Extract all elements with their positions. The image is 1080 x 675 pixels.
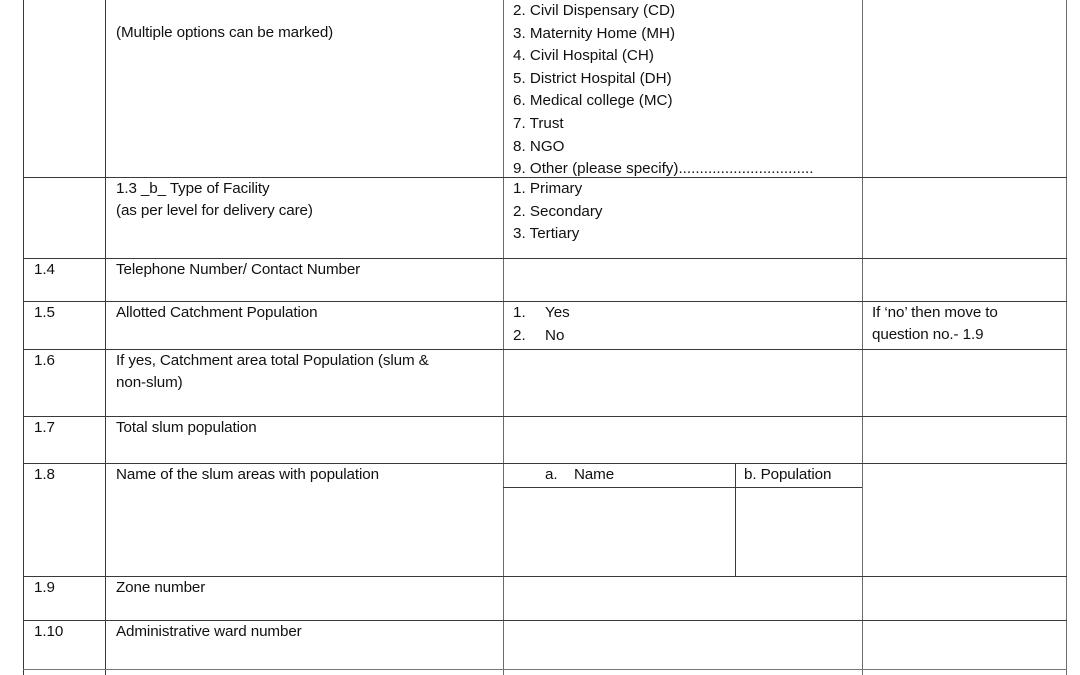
skip-instruction-line2: question no.- 1.9 bbox=[872, 326, 984, 343]
question-1-3b-sublabel: (as per level for delivery care) bbox=[116, 202, 313, 219]
question-number: 1.10 bbox=[34, 623, 64, 640]
column-divider-question bbox=[503, 0, 504, 675]
catchment-total-answer-field[interactable] bbox=[505, 351, 861, 415]
question-catchment-allotted: Allotted Catchment Population bbox=[116, 304, 318, 321]
column-divider-num bbox=[105, 0, 106, 675]
skip-instruction-line1: If ‘no’ then move to bbox=[872, 304, 998, 321]
table-border-left bbox=[23, 0, 24, 675]
question-number: 1.4 bbox=[34, 261, 55, 278]
slum-population-answer-field[interactable] bbox=[505, 418, 861, 462]
option-civil-dispensary[interactable]: 2. Civil Dispensary (CD) bbox=[513, 2, 676, 19]
question-ward-number: Administrative ward number bbox=[116, 623, 302, 640]
question-catchment-total-line2: non-slum) bbox=[116, 374, 183, 391]
ward-number-answer-field[interactable] bbox=[505, 622, 861, 668]
question-catchment-total-line1: If yes, Catchment area total Population (slum & bbox=[116, 352, 429, 369]
facility-type-options bbox=[513, 0, 813, 181]
option-secondary[interactable]: 2. Secondary bbox=[513, 202, 603, 220]
subtable-header-population: b. Population bbox=[744, 466, 832, 483]
option-maternity-home[interactable]: 3. Maternity Home (MH) bbox=[513, 24, 676, 42]
option-no[interactable]: 2. No bbox=[513, 326, 565, 344]
subtable-header-name: a. Name bbox=[545, 466, 615, 483]
option-tertiary[interactable]: 3. Tertiary bbox=[513, 225, 580, 243]
option-yes[interactable]: 1. Yes bbox=[513, 304, 570, 321]
telephone-answer-field[interactable] bbox=[505, 260, 861, 300]
slum-name-input-area[interactable] bbox=[505, 489, 734, 575]
option-ngo[interactable]: 8. NGO bbox=[513, 137, 565, 155]
option-civil-hospital[interactable]: 4. Civil Hospital (CH) bbox=[513, 47, 654, 65]
question-number: 1.6 bbox=[34, 352, 55, 369]
option-district-hospital[interactable]: 5. District Hospital (DH) bbox=[513, 69, 672, 87]
table-border-right bbox=[1066, 0, 1067, 675]
column-divider-answer bbox=[862, 0, 863, 675]
slum-population-input-area[interactable] bbox=[737, 489, 861, 575]
subtable-divider bbox=[735, 463, 736, 576]
question-slum-population: Total slum population bbox=[116, 419, 257, 436]
question-number: 1.9 bbox=[34, 579, 55, 596]
option-primary[interactable]: 1. Primary bbox=[513, 180, 583, 197]
row-divider bbox=[23, 669, 1067, 670]
option-medical-college[interactable]: 6. Medical college (MC) bbox=[513, 92, 673, 110]
question-slum-areas: Name of the slum areas with population bbox=[116, 466, 379, 483]
option-other-specify[interactable]: 9. Other (please specify)................................ bbox=[513, 160, 814, 178]
option-trust[interactable]: 7. Trust bbox=[513, 114, 564, 132]
question-zone-number: Zone number bbox=[116, 579, 206, 596]
subtable-header-divider bbox=[503, 487, 862, 488]
question-telephone: Telephone Number/ Contact Number bbox=[116, 261, 361, 278]
facility-level-options bbox=[513, 178, 603, 246]
question-number: 1.5 bbox=[34, 304, 55, 321]
question-number: 1.7 bbox=[34, 419, 55, 436]
yes-no-options bbox=[513, 302, 570, 347]
question-number: 1.8 bbox=[34, 466, 55, 483]
zone-number-answer-field[interactable] bbox=[505, 578, 861, 619]
question-1-3b-label: 1.3 _b_ Type of Facility bbox=[116, 180, 270, 197]
question-1-3a-note: (Multiple options can be marked) bbox=[116, 24, 334, 41]
